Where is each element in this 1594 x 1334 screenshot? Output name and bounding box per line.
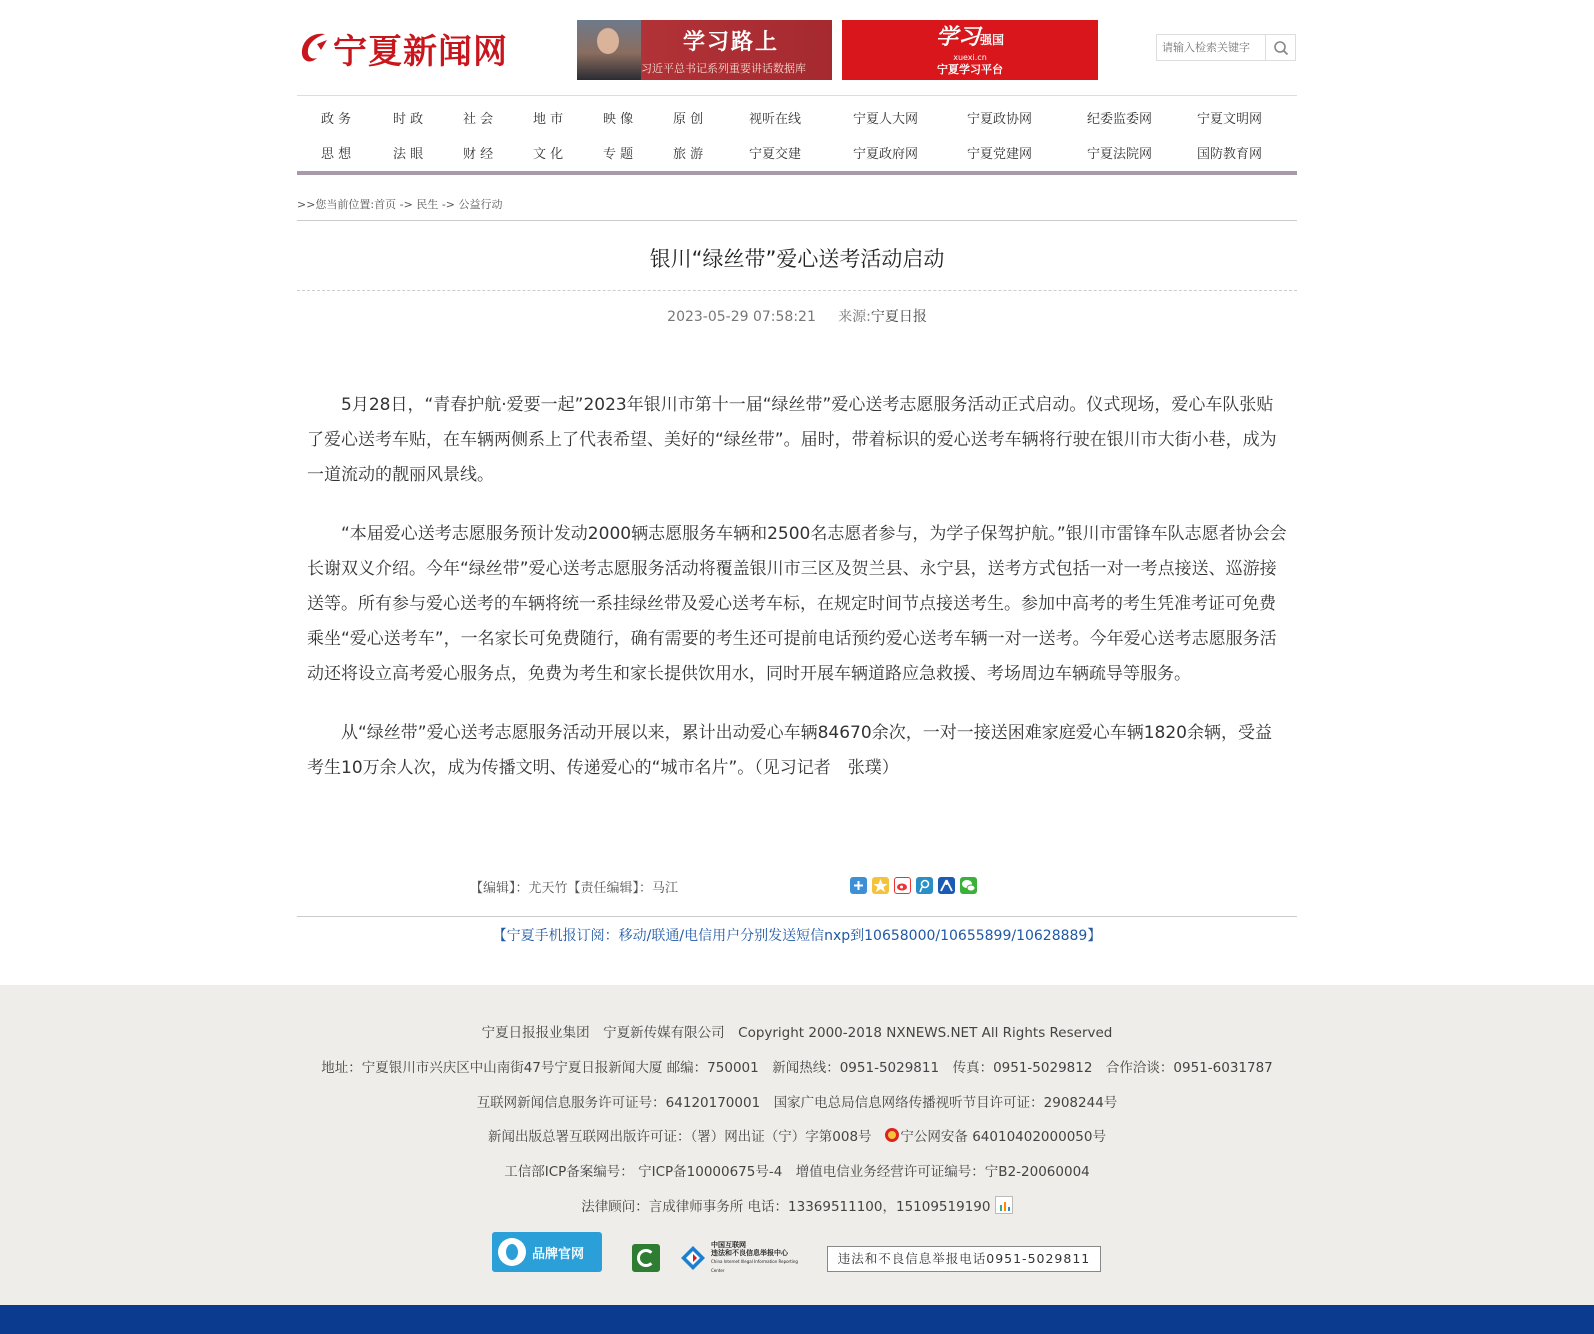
green-network-icon[interactable] — [632, 1244, 660, 1272]
breadcrumb-level1[interactable]: 民生 — [416, 198, 439, 211]
nav-item-sixiang[interactable]: 思 想 — [321, 147, 352, 162]
nav-item-yuanchuang[interactable]: 原 创 — [673, 112, 704, 127]
report-center-name: 中国互联网 违法和不良信息举报中心 — [711, 1241, 788, 1257]
nav-item-jiwei[interactable]: 纪委监委网 — [1087, 112, 1153, 127]
dashed-divider — [297, 290, 1297, 291]
banner1-subtitle: 习近平总书记系列重要讲话数据库 — [641, 62, 806, 75]
nav-item-jiaojian[interactable]: 宁夏交建 — [749, 147, 802, 162]
share-plus-icon[interactable] — [850, 877, 867, 894]
divider — [297, 916, 1297, 917]
breadcrumb-prefix: >>您当前位置: — [297, 198, 375, 211]
editor-info: 【编辑】：尤天竹【责任编辑】：马江 — [470, 881, 679, 896]
nav-item-zhengfu[interactable]: 宁夏政府网 — [853, 147, 919, 162]
water-drop-icon — [498, 1238, 526, 1266]
logo-text: 宁夏新闻网 — [333, 31, 508, 72]
illegal-info-report-center-badge[interactable] — [679, 1241, 799, 1273]
footer-copyright: 宁夏日报报业集团 宁夏新传媒有限公司 Copyright 2000-2018 NXNEWS.NET All Rights Reserved — [481, 1025, 1113, 1041]
nav-item-fayan[interactable]: 法 眼 — [393, 147, 424, 162]
main-nav — [297, 95, 1297, 172]
nav-item-shizheng[interactable]: 时 政 — [393, 112, 424, 127]
police-badge-icon — [884, 1126, 900, 1144]
logo-emblem-icon — [297, 28, 331, 68]
divider — [297, 220, 1297, 221]
report-center-en: China Internet Illegal Information Reporting Center — [711, 1259, 798, 1273]
footer-address: 地址：宁夏银川市兴庆区中山南街47号宁夏日报新闻大厦 邮编：750001 新闻热线：0951-5029811 传真：0951-5029812 合作洽谈：0951-6031787 — [321, 1060, 1273, 1076]
article-body — [307, 388, 1287, 810]
footer-legal — [0, 1195, 1594, 1215]
source-label: 来源: — [838, 309, 871, 325]
breadcrumb — [297, 196, 503, 212]
nav-item-guofang[interactable]: 国防教育网 — [1197, 147, 1263, 162]
banner1-title: 学习路上 — [683, 30, 780, 55]
banner2-title-main: 学习 — [935, 24, 980, 50]
breadcrumb-sep: -> — [396, 198, 417, 211]
brand-label: 品牌官网 — [532, 1246, 585, 1262]
public-security-record[interactable]: 宁公网安备 64010402000050号 — [900, 1129, 1106, 1145]
article-paragraph: 从“绿丝带”爱心送考志愿服务活动开展以来，累计出动爱心车辆84670余次，一对一接送困难家庭爱心车辆1820余辆，受益考生10万余人次，成为传播文明、传递爱心的“城市名片”。（见习记者 张璞） — [307, 723, 1272, 778]
article-title: 银川“绿丝带”爱心送考活动启动 — [649, 247, 945, 271]
study-road-banner[interactable] — [577, 20, 832, 80]
report-phone-box[interactable]: 违法和不良信息举报电话0951-5029811 — [827, 1246, 1101, 1272]
nav-item-shiting[interactable]: 视听在线 — [749, 112, 802, 127]
article-meta — [297, 306, 1297, 326]
article-datetime: 2023-05-29 07:58:21 — [667, 309, 816, 325]
article-paragraph: “本届爱心送考志愿服务预计发动2000辆志愿服务车辆和2500名志愿者参与，为学子保驾护航。”银川市雷锋车队志愿者协会会长谢双义介绍。今年“绿丝带”爱心送考志愿服务活动将覆盖银川市三区及贺兰县、永宁县，送考方式包括一对一考点接送、巡游接送等。所有参与爱心送考的车辆将统一系挂绿丝带及爱心送考车标，在规定时间节点接送考生。参加中高考的考生凭准考证可免费乘坐“爱心送考车”，一名家长可免费随行，确有需要的考生还可提前电话预约爱心送考车辆一对一送考。今年爱心送考志愿服务活动还将设立高考爱心服务点，免费为考生和家长提供饮用水，同时开展车辆道路应急救援、考场周边车辆疏导等服务。 — [307, 524, 1287, 684]
sms-subscribe-link[interactable]: 【宁夏手机报订阅：移动/联通/电信用户分别发送短信nxp到10658000/10655899/10628889】 — [492, 928, 1102, 944]
search-button[interactable] — [1265, 35, 1295, 60]
report-center-icon — [679, 1244, 707, 1272]
tencent-weibo-icon[interactable] — [916, 877, 933, 894]
nav-item-dishi[interactable]: 地 市 — [533, 112, 564, 127]
cnzz-stats-icon[interactable] — [995, 1196, 1013, 1214]
breadcrumb-home[interactable]: 首页 — [374, 198, 397, 211]
site-logo[interactable] — [297, 22, 517, 74]
banner2-title-sub: 强国 — [980, 33, 1005, 47]
nav-item-shehui[interactable]: 社 会 — [463, 112, 494, 127]
brand-official-badge[interactable] — [492, 1232, 602, 1272]
nav-item-renda[interactable]: 宁夏人大网 — [853, 112, 919, 127]
renren-icon[interactable] — [938, 877, 955, 894]
article-paragraph: 5月28日，“青春护航·爱要一起”2023年银川市第十一届“绿丝带”爱心送考志愿服务活动正式启动。仪式现场，爱心车队张贴了爱心送考车贴，在车辆两侧系上了代表希望、美好的“绿丝带”。届时，带着标识的爱心送考车辆将行驶在银川市大街小巷，成为一道流动的靓丽风景线。 — [307, 395, 1277, 485]
search-icon — [1273, 40, 1289, 56]
search-box — [1156, 34, 1296, 61]
nav-item-dangjian[interactable]: 宁夏党建网 — [967, 147, 1033, 162]
banner2-domain: xuexi.cn — [953, 53, 987, 62]
nav-item-wenhua[interactable]: 文 化 — [533, 147, 564, 162]
article-source: 宁夏日报 — [870, 309, 927, 325]
footer-icp[interactable]: 工信部ICP备案编号： 宁ICP备10000675号-4 增值电信业务经营许可证编号：宁B2-20060004 — [504, 1164, 1090, 1180]
nav-divider-bar — [297, 171, 1297, 175]
publish-license-text: 新闻出版总署互联网出版许可证：（署）网出证（宁）字第008号 — [488, 1129, 872, 1145]
nav-item-zhengxie[interactable]: 宁夏政协网 — [967, 112, 1033, 127]
qzone-icon[interactable] — [872, 877, 889, 894]
xuexi-qiangguo-banner[interactable] — [842, 20, 1098, 80]
nav-item-caijing[interactable]: 财 经 — [463, 147, 494, 162]
footer-publish-license — [0, 1125, 1594, 1145]
nav-item-zhengwu[interactable]: 政 务 — [321, 112, 352, 127]
wechat-icon[interactable] — [960, 877, 977, 894]
share-bar — [850, 877, 977, 894]
banner2-subtitle: 宁夏学习平台 — [937, 63, 1003, 76]
nav-item-wenming[interactable]: 宁夏文明网 — [1197, 112, 1263, 127]
nav-item-lvyou[interactable]: 旅 游 — [673, 147, 704, 162]
breadcrumb-level2[interactable]: 公益行动 — [458, 198, 503, 211]
banner2-title — [842, 24, 1098, 53]
weibo-icon[interactable] — [894, 877, 911, 894]
nav-item-zhuanti[interactable]: 专 题 — [603, 147, 634, 162]
footer-license: 互联网新闻信息服务许可证号：64120170001 国家广电总局信息网络传播视听节目许可证：2908244号 — [476, 1095, 1118, 1111]
bottom-bar — [0, 1305, 1594, 1334]
report-center-text — [711, 1241, 799, 1275]
breadcrumb-sep: -> — [438, 198, 459, 211]
nav-item-fayuan[interactable]: 宁夏法院网 — [1087, 147, 1153, 162]
nav-item-yingxiang[interactable]: 映 像 — [603, 112, 634, 127]
search-input[interactable] — [1157, 35, 1265, 60]
legal-advisor-text: 法律顾问：言成律师事务所 电话：13369511100，15109519190 — [581, 1199, 991, 1215]
banner-photo — [577, 20, 641, 80]
